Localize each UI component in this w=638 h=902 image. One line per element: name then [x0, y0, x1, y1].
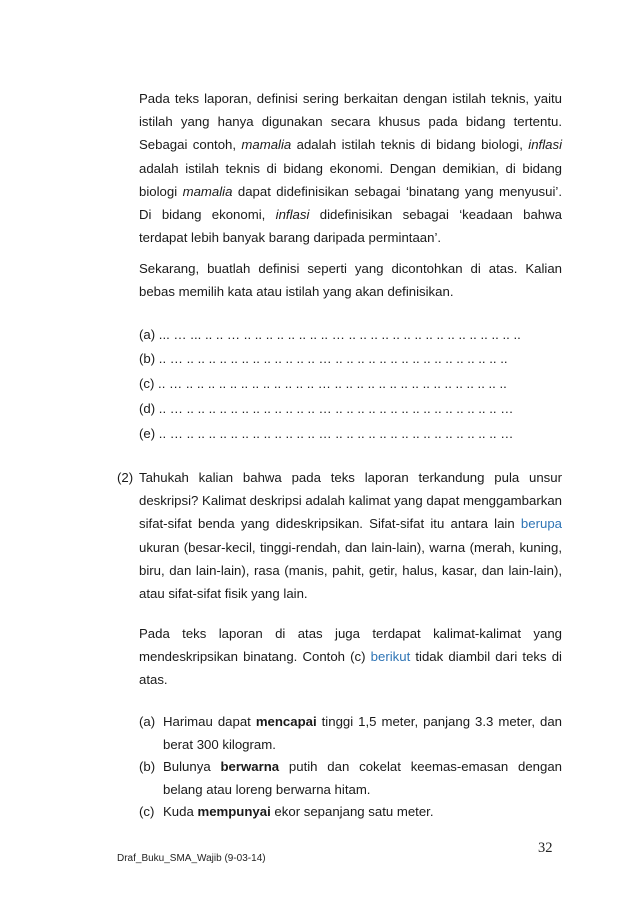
- example-text-a: [163, 710, 562, 756]
- example-bold-word: mencapai: [255, 714, 317, 729]
- example-text: Kuda: [163, 804, 198, 819]
- section2-text-4: tidak diambil dari teks di atas.: [139, 649, 562, 688]
- highlighted-word: berupa: [520, 516, 562, 532]
- example-text-c: [163, 800, 562, 823]
- task-paragraph: Sekarang, buatlah definisi seperti yang dicontohkan di atas. Kalian bebas memilih kata atau istilah yang akan definisikan.: [139, 261, 562, 300]
- intro-text-1: Pada teks laporan, definisi sering berkaitan dengan istilah teknis, yaitu istilah yang hanya digunakan secara khusus pada bidang tertentu. Sebagai contoh,: [139, 91, 562, 153]
- term-mamalia: mamalia: [241, 137, 292, 153]
- example-label-c: (c): [139, 804, 155, 819]
- section2-text-2: ukuran (besar-kecil, tinggi-rendah, dan lain-lain), warna (merah, kuning, biru, dan lain-lain), rasa (manis, pahit, getir, halus, kasar, dan lain-lain), atau sifat-sifat fisik yang lain.: [139, 539, 562, 602]
- intro-paragraph: [139, 87, 562, 249]
- example-text: Harimau dapat: [163, 714, 256, 729]
- example-bold-word: mempunyai: [197, 804, 271, 819]
- term-inflasi: inflasi: [528, 137, 562, 153]
- section2-text-3: Pada teks laporan di atas juga terdapat kalimat-kalimat yang mendeskripsikan binatang. Contoh (c): [139, 626, 562, 665]
- blank-line-e: (e) .. … .. .. .. .. .. .. .. .. .. .. .. .. … .. .. .. .. .. .. .. .. .. .. .. .. .. .. .. …: [139, 426, 514, 441]
- blank-line-c: (c) .. … .. .. .. .. .. .. .. .. .. .. .. .. … .. .. .. .. .. .. .. .. .. .. .. .. .. .. .. ..: [139, 376, 507, 391]
- section-number: (2): [117, 470, 134, 485]
- intro-text-3: adalah istilah teknis di bidang ekonomi. Dengan demikian, di bidang biologi: [139, 160, 562, 199]
- section2-text-1: Tahukah kalian bahwa pada teks laporan terkandung pula unsur deskripsi? Kalimat deskripsi adalah kalimat yang dapat menggambarkan sifat-sifat benda yang dideskripsikan. Sifat-sifat itu antara lain: [139, 470, 562, 532]
- term-inflasi: inflasi: [275, 207, 310, 223]
- example-text-b: [163, 755, 562, 801]
- example-text: ekor sepanjang satu meter.: [270, 804, 434, 819]
- highlighted-word: berikut: [370, 649, 411, 665]
- blank-line-b: (b) .. … .. .. .. .. .. .. .. .. .. .. .. .. … .. .. .. .. .. .. .. .. .. .. .. .. .. .. .. ..: [139, 351, 508, 366]
- example-label-a: (a): [139, 714, 156, 729]
- blank-line-a: (a) ... … ... .. .. … .. .. .. .. .. .. .. .. … .. .. .. .. .. .. .. .. .. .. .. .. .. .. .. ..: [139, 327, 521, 342]
- example-text: putih dan cokelat keemas-emasan dengan belang atau loreng berwarna hitam.: [163, 759, 562, 798]
- example-bold-word: berwarna: [220, 759, 280, 774]
- section2-paragraph-1: [139, 466, 562, 605]
- intro-text-5: didefinisikan sebagai ‘keadaan bahwa terdapat lebih banyak barang daripada permintaan’.: [139, 207, 562, 246]
- example-label-b: (b): [139, 759, 156, 774]
- page-number: 32: [538, 840, 553, 856]
- term-mamalia: mamalia: [182, 183, 233, 199]
- section2-paragraph-2: [139, 622, 562, 692]
- intro-text-4: dapat didefinisikan sebagai ‘binatang yang menyusui’. Di bidang ekonomi,: [139, 183, 562, 223]
- blank-line-d: (d) .. … .. .. .. .. .. .. .. .. .. .. .. .. … .. .. .. .. .. .. .. .. .. .. .. .. .. .. .. …: [139, 401, 514, 416]
- page-footer: Draf_Buku_SMA_Wajib (9-03-14): [117, 853, 266, 864]
- intro-text-2: adalah istilah teknis di bidang biologi,: [291, 137, 529, 153]
- example-text: tinggi 1,5 meter, panjang 3.3 meter, dan berat 300 kilogram.: [163, 714, 562, 753]
- example-text: Bulunya: [163, 759, 221, 774]
